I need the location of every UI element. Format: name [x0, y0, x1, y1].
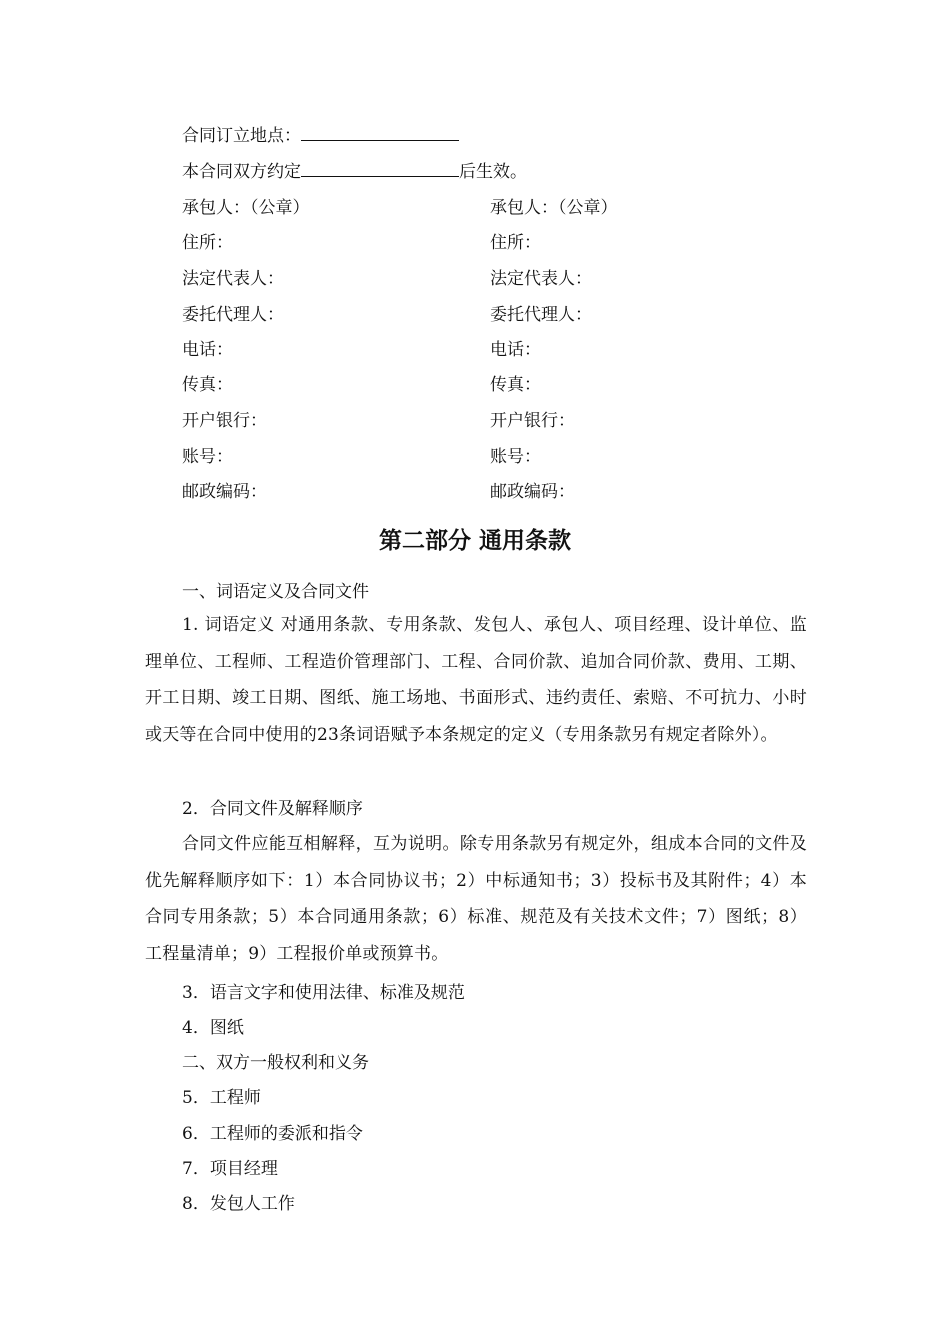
clause-4: 4．图纸 [182, 1018, 244, 1038]
party-row-postcode [182, 481, 575, 503]
party-row-address [182, 232, 541, 254]
effect-prefix: 本合同双方约定 [182, 162, 301, 182]
right-bank: 开户银行： [490, 411, 575, 431]
right-postcode: 邮政编码： [490, 482, 575, 502]
left-agent: 委托代理人： [182, 305, 284, 325]
party-row-agent [182, 304, 592, 326]
left-legal-rep: 法定代表人： [182, 269, 284, 289]
party-row-legal-rep [182, 268, 592, 290]
party-row-phone [182, 339, 541, 361]
clause-1-paragraph: 1. 词语定义 对通用条款、专用条款、发包人、承包人、项目经理、设计单位、监理单位、工程师、工程造价管理部门、工程、合同价款、追加合同价款、费用、工期、开工日期、竣工日期、图纸、施工场地、书面形式、违约责任、索赔、不可抗力、小时或天等在合同中使用的23条词语赋予本条规定的定义（专用条款另有规定者除外）。 [145, 615, 807, 745]
clause-2-title: 2．合同文件及解释顺序 [182, 799, 363, 819]
party-row-contractor [182, 197, 618, 219]
right-contractor: 承包人：（公章） [490, 198, 618, 218]
left-phone: 电话： [182, 340, 233, 360]
left-contractor: 承包人：（公章） [182, 198, 310, 218]
part-two-title: 第二部分 通用条款 [378, 528, 571, 554]
clause-8: 8．发包人工作 [182, 1194, 295, 1214]
party-row-bank [182, 410, 575, 432]
left-account: 账号： [182, 447, 233, 467]
right-legal-rep: 法定代表人： [490, 269, 592, 289]
effect-clause-line [182, 161, 527, 183]
right-address: 住所： [490, 233, 541, 253]
clause-6: 6．工程师的委派和指令 [182, 1124, 363, 1144]
signing-place-blank[interactable] [301, 126, 459, 141]
left-postcode: 邮政编码： [182, 482, 267, 502]
party-row-account [182, 446, 541, 468]
left-bank: 开户银行： [182, 411, 267, 431]
heading-rights-obligations: 二、双方一般权利和义务 [182, 1053, 369, 1073]
right-agent: 委托代理人： [490, 305, 592, 325]
clause-3: 3．语言文字和使用法律、标准及规范 [182, 983, 465, 1003]
left-fax: 传真： [182, 375, 233, 395]
clause-2-paragraph: 合同文件应能互相解释，互为说明。除专用条款另有规定外，组成本合同的文件及优先解释顺序如下：1）本合同协议书；2）中标通知书；3）投标书及其附件；4）本合同专用条款；5）本合同通用条款；6）标准、规范及有关技术文件；7）图纸；8）工程量清单；9）工程报价单或预算书。 [145, 834, 807, 964]
signing-place-line [182, 125, 459, 147]
clause-7: 7．项目经理 [182, 1159, 278, 1179]
heading-definitions: 一、词语定义及合同文件 [182, 582, 369, 602]
effect-blank[interactable] [301, 162, 459, 177]
right-phone: 电话： [490, 340, 541, 360]
right-account: 账号： [490, 447, 541, 467]
clause-5: 5．工程师 [182, 1088, 261, 1108]
party-row-fax [182, 374, 541, 396]
left-address: 住所： [182, 233, 233, 253]
effect-suffix: 后生效。 [459, 162, 527, 182]
right-fax: 传真： [490, 375, 541, 395]
signing-place-label: 合同订立地点： [182, 126, 301, 146]
